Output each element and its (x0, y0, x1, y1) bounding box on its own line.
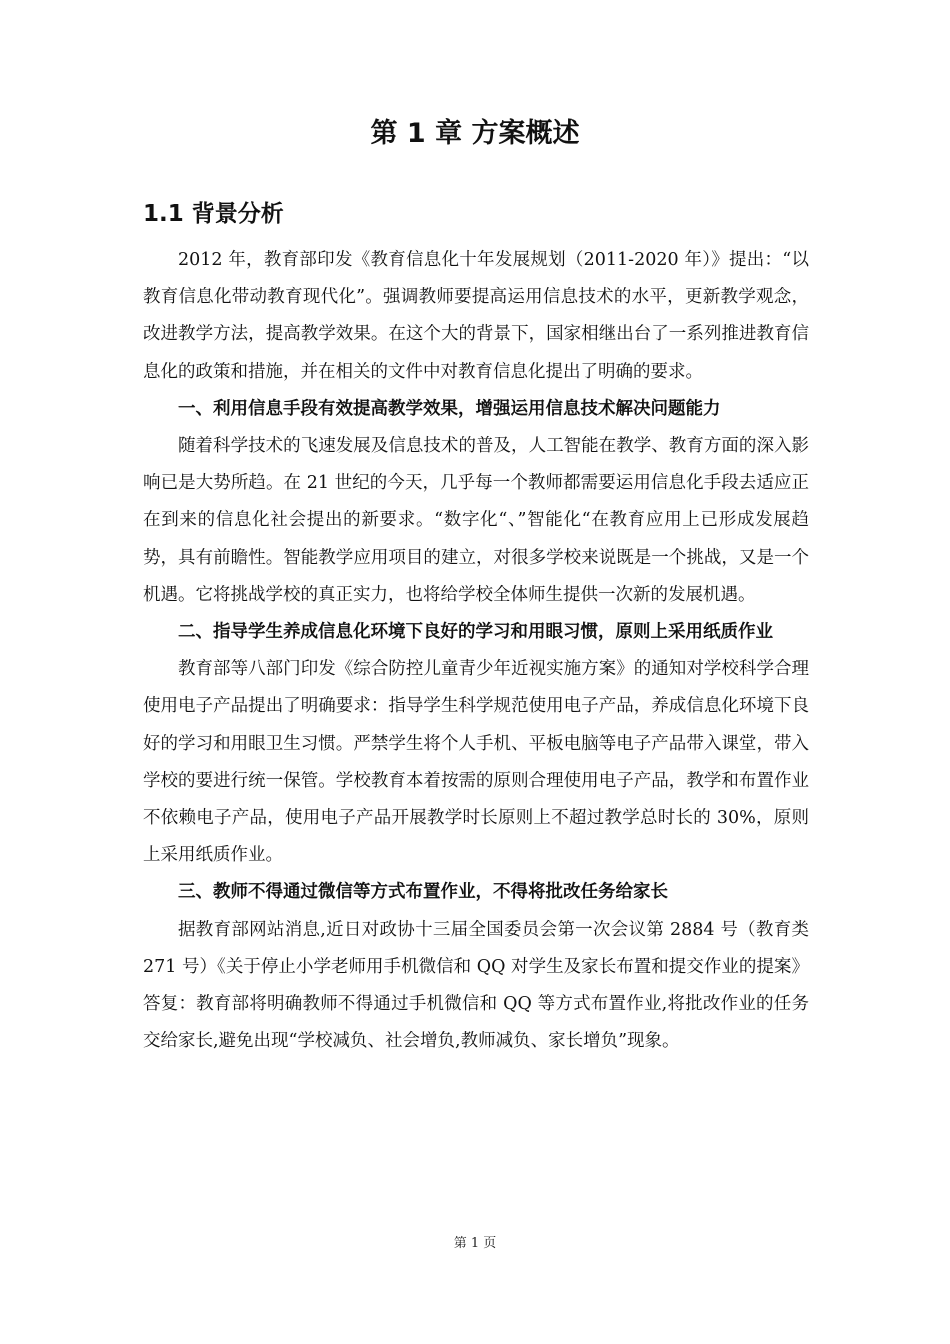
body-text (143, 242, 809, 1060)
paragraph-heading-2: 二、指导学生养成信息化环境下良好的学习和用眼习惯，原则上采用纸质作业 (178, 622, 773, 643)
paragraph-3: 据教育部网站消息,近日对政协十三届全国委员会第一次会议第 2884 号（教育类 271 号）《关于停止小学老师用手机微信和 QQ 对学生及家长布置和提交作业的提案》答复：教育部将明确教师不得通过手机微信和 QQ 等方式布置作业,将批改作业的任务交给家长,避免出现“学校减负、社会增负,教师减负、家长增负”现象。 (143, 919, 809, 1052)
paragraph-heading-1: 一、利用信息手段有效提高教学效果，增强运用信息技术解决问题能力 (178, 398, 721, 419)
paragraph-1: 随着科学技术的飞速发展及信息技术的普及，人工智能在教学、教育方面的深入影响已是大势所趋。在 21 世纪的今天，几乎每一个教师都需要运用信息化手段去适应正在到来的信息化社会提出的新要求。“数字化“、”智能化“在教育应用上已形成发展趋势，具有前瞻性。智能教学应用项目的建立，对很多学校来说既是一个挑战，又是一个机遇。它将挑战学校的真正实力，也将给学校全体师生提供一次新的发展机遇。 (143, 436, 809, 605)
page-number: 第 1 页 (453, 1236, 497, 1251)
paragraph-heading-3: 三、教师不得通过微信等方式布置作业，不得将批改任务给家长 (178, 882, 668, 903)
chapter-title: 第 1 章 方案概述 (370, 118, 580, 149)
section-title: 1.1 背景分析 (143, 201, 284, 227)
paragraph-intro: 2012 年，教育部印发《教育信息化十年发展规划（2011-2020 年）》提出：“以教育信息化带动教育现代化”。强调教师要提高运用信息技术的水平，更新教学观念，改进教学方法，提高教学效果。在这个大的背景下，国家相继出台了一系列推进教育信息化的政策和措施，并在相关的文件中对教育信息化提出了明确的要求。 (143, 250, 809, 382)
paragraph-2: 教育部等八部门印发《综合防控儿童青少年近视实施方案》的通知对学校科学合理使用电子产品提出了明确要求：指导学生科学规范使用电子产品，养成信息化环境下良好的学习和用眼卫生习惯。严禁学生将个人手机、平板电脑等电子产品带入课堂，带入学校的要进行统一保管。学校教育本着按需的原则合理使用电子产品，教学和布置作业不依赖电子产品，使用电子产品开展教学时长原则上不超过教学总时长的 30%，原则上采用纸质作业。 (143, 659, 809, 866)
